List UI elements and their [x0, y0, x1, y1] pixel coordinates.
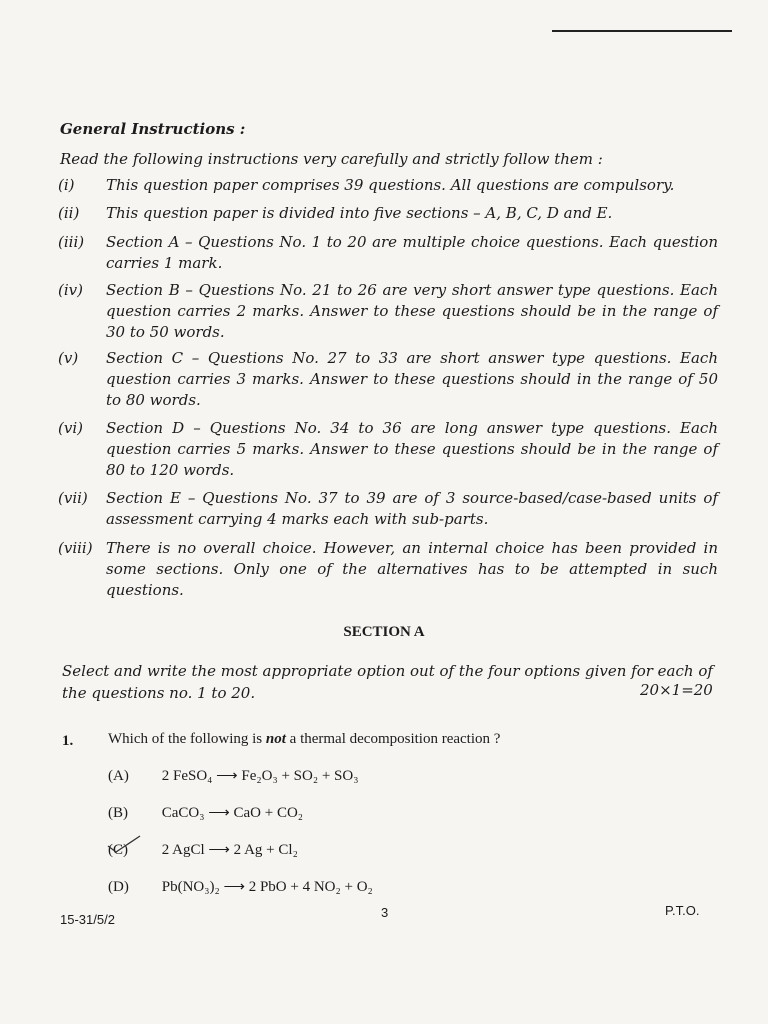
- section-a-title: SECTION A: [343, 624, 425, 640]
- question-text: [108, 731, 500, 748]
- option-b: [108, 803, 303, 822]
- instruction-number: (iv): [58, 281, 83, 299]
- instruction-number: (ii): [58, 204, 80, 222]
- option-equation: CaCO₃ ⟶ CaO + CO₂: [161, 805, 304, 821]
- instruction-text: There is no overall choice. However, an internal choice has been provided in some sections. Only one of the alternatives has to be attempted in such questions.: [106, 539, 718, 599]
- instruction-number: (viii): [58, 539, 93, 557]
- handwritten-tick-mark: [104, 834, 144, 856]
- question-number: 1.: [62, 733, 74, 749]
- instruction-text: Section E – Questions No. 37 to 39 are of 3 source-based/case-based units of assessment carrying 4 marks each with sub-parts.: [106, 489, 718, 528]
- instruction-item: [58, 175, 718, 196]
- instruction-text: Section D – Questions No. 34 to 36 are long answer type questions. Each question carries 5 marks. Answer to these questions should be in the range of 80 to 120 words.: [106, 419, 718, 479]
- option-d: [108, 877, 373, 896]
- instruction-text: This question paper is divided into five sections – A, B, C, D and E.: [106, 204, 613, 222]
- instruction-number: (i): [58, 176, 75, 194]
- instruction-text: Section B – Questions No. 21 to 26 are very short answer type questions. Each question carries 2 marks. Answer to these questions should be in the range of 30 to 50 words.: [106, 281, 718, 341]
- instruction-text: This question paper comprises 39 questions. All questions are compulsory.: [106, 176, 675, 194]
- instructions-intro: Read the following instructions very carefully and strictly follow them :: [60, 150, 603, 168]
- instruction-item: [58, 488, 718, 530]
- instruction-number: (vii): [58, 489, 88, 507]
- option-equation: Pb(NO₃)₂ ⟶ 2 PbO + 4 NO₂ + O₂: [161, 879, 373, 895]
- instruction-item: [58, 418, 718, 481]
- instruction-item: [58, 203, 718, 224]
- paper-code: 15-31/5/2: [60, 912, 115, 927]
- section-a-marks: 20×1=20: [640, 681, 713, 699]
- option-label: (A): [108, 768, 129, 784]
- instruction-text: Section A – Questions No. 1 to 20 are multiple choice questions. Each question carries 1 mark.: [106, 233, 718, 272]
- instruction-text: Section C – Questions No. 27 to 33 are short answer type questions. Each question carries 3 marks. Answer to these questions should in the range of 50 to 80 words.: [106, 349, 718, 409]
- instruction-number: (iii): [58, 233, 85, 251]
- question-text-emphasis: not: [265, 731, 286, 747]
- question-text-before: Which of the following is: [108, 731, 266, 747]
- option-equation: 2 FeSO₄ ⟶ Fe₂O₃ + SO₂ + SO₃: [161, 768, 359, 784]
- instruction-item: [58, 232, 718, 274]
- option-label: (B): [108, 805, 128, 821]
- top-rule: [552, 30, 732, 32]
- instruction-number: (vi): [58, 419, 83, 437]
- option-label: (C): [108, 842, 128, 858]
- option-equation: 2 AgCl ⟶ 2 Ag + Cl₂: [161, 842, 298, 858]
- option-label: (D): [108, 879, 129, 895]
- general-instructions-heading: General Instructions :: [60, 120, 246, 138]
- instruction-item: [58, 538, 718, 601]
- instruction-item: [58, 348, 718, 411]
- question-text-after: a thermal decomposition reaction ?: [285, 731, 501, 747]
- page-number: 3: [381, 905, 389, 920]
- instruction-number: (v): [58, 349, 79, 367]
- option-a: [108, 766, 358, 785]
- pto-label: P.T.O.: [665, 903, 700, 918]
- instruction-item: [58, 280, 718, 343]
- section-a-instruction: Select and write the most appropriate option out of the four options given for each of the questions no. 1 to 20.: [62, 662, 713, 702]
